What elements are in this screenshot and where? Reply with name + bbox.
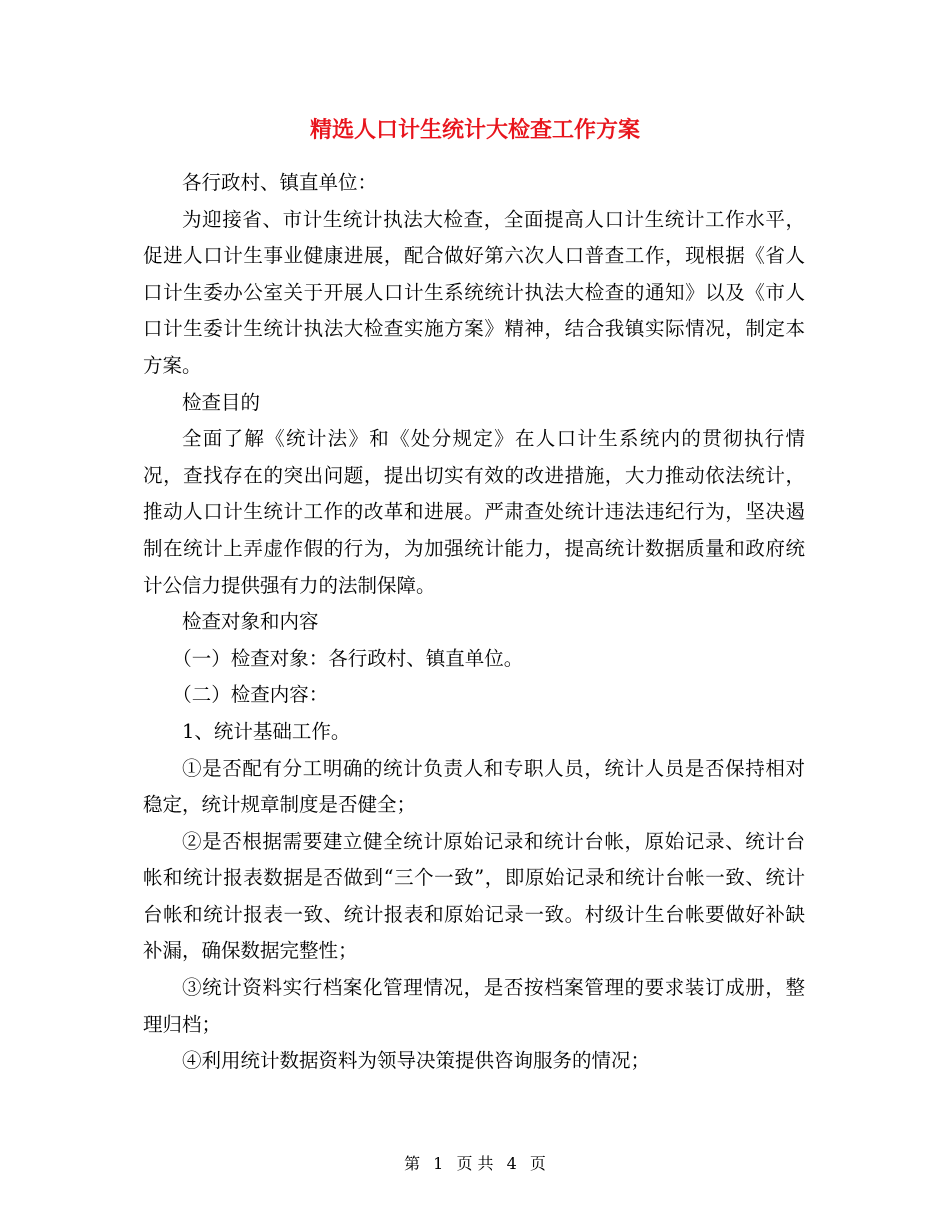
document-title: 精选人口计生统计大检查工作方案 xyxy=(309,117,640,143)
purpose-paragraph: 全面了解《统计法》和《处分规定》在人口计生系统内的贯彻执行情况，查找存在的突出问题，提出切实有效的改进措施，大力推动依法统计，推动人口计生统计工作的改革和进展。严肃查处统计违法违纪行为，坚决遏制在统计上弄虚作假的行为，为加强统计能力，提高统计数据质量和政府统计公信力提供强有力的法制保障。 xyxy=(143,427,805,597)
scope-contents: （二）检查内容： xyxy=(172,683,329,707)
footer-suffix: 页 xyxy=(529,1154,546,1173)
footer-page-number: 1 xyxy=(433,1154,444,1173)
list-item: ①是否配有分工明确的统计负责人和专职人员，统计人员是否保持相对稳定，统计规章制度是否健全； xyxy=(143,756,805,817)
section-heading-purpose: 检查目的 xyxy=(182,390,261,414)
item-statistics-basics: 1、统计基础工作。 xyxy=(182,719,351,743)
section-heading-scope: 检查对象和内容 xyxy=(182,610,319,634)
page-footer xyxy=(0,1152,950,1176)
intro-paragraph: 为迎接省、市计生统计执法大检查，全面提高人口计生统计工作水平，促进人口计生事业健康进展，配合做好第六次人口普查工作，现根据《省人口计生委办公室关于开展人口计生系统统计执法大检查的通知》以及《市人口计生委计生统计执法大检查实施方案》精神，结合我镇实际情况，制定本方案。 xyxy=(143,207,805,377)
footer-middle: 页 共 xyxy=(456,1154,494,1173)
scope-objects: （一）检查对象：各行政村、镇直单位。 xyxy=(172,646,524,670)
list-item: ④利用统计数据资料为领导决策提供咨询服务的情况； xyxy=(182,1049,651,1073)
list-item: ③统计资料实行档案化管理情况，是否按档案管理的要求装订成册，整理归档； xyxy=(143,976,805,1036)
footer-prefix: 第 xyxy=(404,1154,421,1173)
document-body xyxy=(143,165,805,1080)
footer-total-pages: 4 xyxy=(506,1154,517,1173)
salutation: 各行政村、镇直单位： xyxy=(182,171,378,194)
list-item: ②是否根据需要建立健全统计原始记录和统计台帐，原始记录、统计台帐和统计报表数据是否做到“三个一致”，即原始记录和统计台帐一致、统计台帐和统计报表一致、统计报表和原始记录一致。村级计生台帐要做好补缺补漏，确保数据完整性； xyxy=(143,829,805,963)
